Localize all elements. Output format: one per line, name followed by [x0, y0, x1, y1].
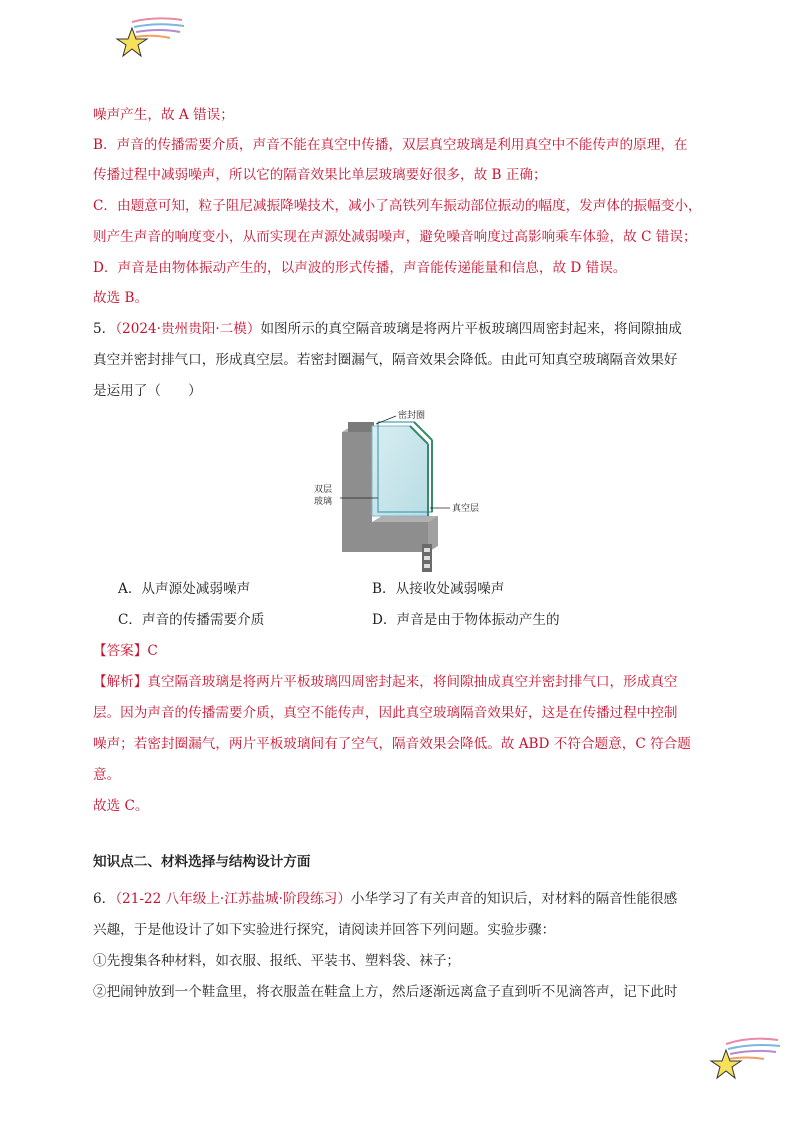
question-5-line-2: 真空并密封排气口，形成真空层。若密封圈漏气，隔音效果会降低。由此可知真空玻璃隔音效果好: [93, 352, 678, 368]
analysis-text: 真空隔音玻璃是将两片平板玻璃四周密封起来，将间隙抽成真空并密封排气口，形成真空: [147, 674, 678, 690]
star-doodle-icon: [706, 1032, 784, 1082]
vacuum-glass-figure: [300, 404, 500, 574]
analysis-line: 噪声产生，故 A 错误；: [93, 107, 234, 123]
analysis-line: 层。因为声音的传播需要介质，真空不能传声，因此真空玻璃隔音效果好，这是在传播过程中控制: [93, 705, 678, 721]
answer-label: 【答案】: [93, 643, 148, 659]
analysis-line: C．由题意可知，粒子阻尼减振降噪技术，减小了高铁列车振动部位振动的幅度，发声体的振幅变小，: [93, 198, 702, 214]
analysis-line: 噪声；若密封圈漏气，两片平板玻璃间有了空气，隔音效果会降低。故 ABD 不符合题意，C 符合题: [93, 736, 691, 752]
figure-label-double-glass: 玻璃: [314, 497, 333, 507]
analysis-line: D．声音是由物体振动产生的，以声波的形式传播，声音能传递能量和信息，故 D 错误。: [93, 260, 627, 276]
question-6-line-3: ①先搜集各种材料，如衣服、报纸、平装书、塑料袋、袜子；: [93, 953, 461, 969]
section-heading: 知识点二、材料选择与结构设计方面: [93, 854, 311, 870]
option-a[interactable]: A．从声源处减弱噪声: [118, 581, 251, 597]
question-5-line-1: [93, 320, 682, 338]
question-number: 6．: [93, 891, 116, 907]
question-6-line-4: ②把闹钟放到一个鞋盒里，将衣服盖在鞋盒上方，然后逐渐远离盒子直到听不见滴答声，记下此时: [93, 984, 678, 1000]
analysis-line: 传播过程中减弱噪声，所以它的隔音效果比单层玻璃要好很多，故 B 正确；: [93, 167, 547, 183]
conclusion-text: 故选 B。: [93, 290, 149, 306]
question-text: 小华学习了有关声音的知识后，对材料的隔音性能很感: [350, 891, 678, 907]
figure-label-vacuum: 真空层: [452, 504, 480, 514]
figure-label-seal: 密封圈: [398, 411, 426, 421]
star-doodle-icon: [110, 14, 190, 60]
analysis-line: B．声音的传播需要介质，声音不能在真空中传播，双层真空玻璃是利用真空中不能传声的原理，在: [93, 137, 688, 153]
question-source: （2024·贵州贵阳·二模）: [115, 321, 261, 337]
analysis-line: 则产生声音的响度变小，从而实现在声源处减弱噪声，避免噪音响度过高影响乘车体验，故 C 错误；: [93, 229, 697, 245]
question-6-line-2: 兴趣，于是他设计了如下实验进行探究，请阅读并回答下列问题。实验步骤：: [93, 922, 556, 938]
question-source: （21-22 八年级上·江苏盐城·阶段练习）: [115, 891, 351, 907]
analysis-line: [93, 673, 678, 691]
figure-label-double-glass: 双层: [314, 485, 333, 495]
option-b[interactable]: B．从接收处减弱噪声: [372, 581, 505, 597]
option-d[interactable]: D．声音是由于物体振动产生的: [372, 612, 560, 628]
answer-line: [93, 642, 158, 660]
question-5-line-3: 是运用了（ ）: [93, 383, 202, 399]
analysis-line: 意。: [93, 767, 121, 783]
analysis-label: 【解析】: [93, 674, 148, 690]
answer-value: C: [147, 643, 158, 659]
conclusion-text: 故选 C。: [93, 798, 149, 814]
question-6-line-1: [93, 890, 677, 908]
option-c[interactable]: C．声音的传播需要介质: [118, 612, 265, 628]
question-number: 5．: [93, 321, 116, 337]
question-text: 如图所示的真空隔音玻璃是将两片平板玻璃四周密封起来，将间隙抽成: [260, 321, 682, 337]
